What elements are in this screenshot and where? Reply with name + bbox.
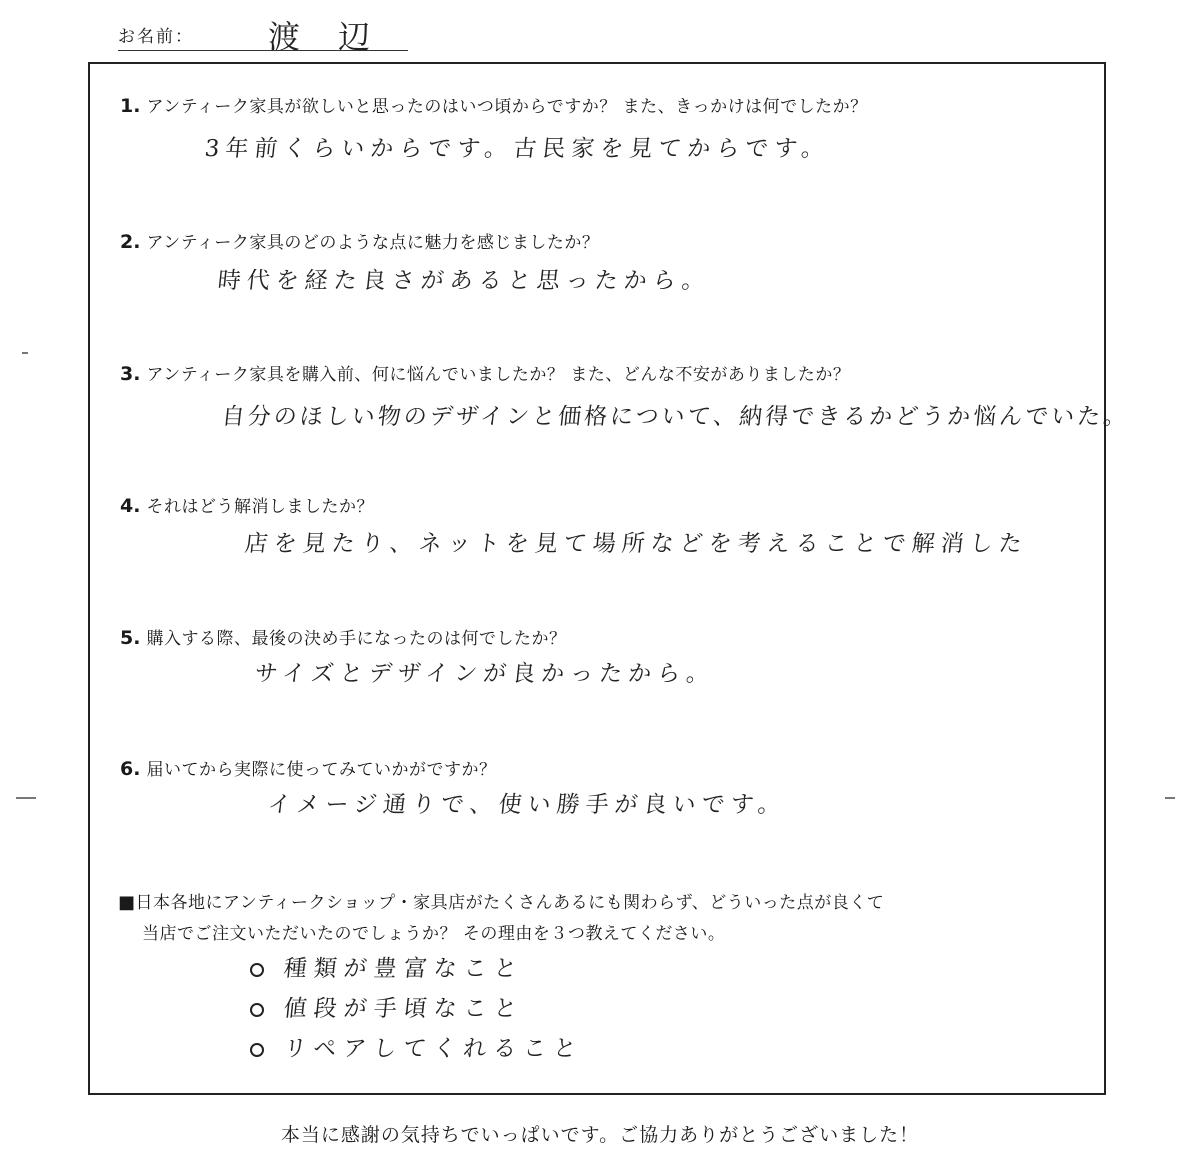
name-label: お名前：: [118, 27, 194, 47]
final-question-text-1: 日本各地にアンティークショップ・家具店がたくさんあるにも関わらず、どういった点が良くて: [135, 893, 885, 913]
question-number: 1.: [120, 95, 141, 117]
name-row: [118, 18, 418, 58]
question-4: [120, 492, 1080, 517]
answer-2: 時代を経た良さがあると思ったから。: [216, 268, 713, 294]
question-text: アンティーク家具を購入前、何に悩んでいましたか？ また、どんな不安がありましたか？: [146, 365, 851, 385]
reason-text: 値段が手頃なこと: [282, 996, 526, 1022]
reasons-list: [250, 950, 750, 1070]
reason-item: [250, 950, 750, 990]
circle-bullet-icon: [250, 1003, 264, 1017]
scan-speck: [16, 797, 36, 799]
circle-bullet-icon: [250, 1043, 264, 1057]
answer-6: イメージ通りで、使い勝手が良いです。: [266, 792, 789, 818]
answer-3: 自分のほしい物のデザインと価格について、納得できるかどうか悩んでいた。: [220, 404, 1131, 430]
question-3: [120, 360, 1080, 385]
question-6: [120, 755, 1080, 780]
question-5: [120, 624, 1080, 649]
question-number: 3.: [120, 363, 141, 385]
final-question-line-1: [118, 888, 1078, 913]
final-question: [118, 888, 1078, 944]
question-text: アンティーク家具のどのような点に魅力を感じましたか？: [146, 233, 600, 253]
question-text: アンティーク家具が欲しいと思ったのはいつ頃からですか？ また、きっかけは何でしたか？: [146, 97, 868, 117]
circle-bullet-icon: [250, 963, 264, 977]
reason-text: リペアしてくれること: [282, 1036, 585, 1062]
question-1: [120, 92, 1080, 117]
question-number: 4.: [120, 495, 141, 517]
question-text: 届いてから実際に使ってみていかがですか？: [146, 760, 497, 780]
reason-item: [250, 1030, 750, 1070]
question-2: [120, 228, 1080, 253]
question-number: 6.: [120, 758, 141, 780]
thanks-message: 本当に感謝の気持ちでいっぱいです。ご協力ありがとうございました！: [280, 1124, 920, 1146]
scan-speck: [1165, 797, 1175, 799]
reason-text: 種類が豊富なこと: [282, 956, 526, 982]
answer-5: サイズとデザインが良かったから。: [253, 661, 717, 687]
final-question-line-2: 当店でご注文いただいたのでしょうか？ その理由を３つ教えてください。: [142, 924, 726, 944]
name-underline: [118, 50, 408, 51]
scan-speck: [22, 352, 28, 354]
question-text: 購入する際、最後の決め手になったのは何でしたか？: [146, 629, 567, 649]
question-number: 2.: [120, 231, 141, 253]
reason-item: [250, 990, 750, 1030]
question-number: 5.: [120, 627, 141, 649]
question-text: それはどう解消しましたか？: [146, 497, 374, 517]
square-bullet-icon: ■: [118, 892, 136, 913]
answer-4: 店を見たり、ネットを見て場所などを考えることで解消した: [243, 531, 1030, 557]
answer-1: 3年前くらいからです。古民家を見てからです。: [203, 136, 832, 162]
name-value: 渡 辺: [268, 18, 385, 56]
